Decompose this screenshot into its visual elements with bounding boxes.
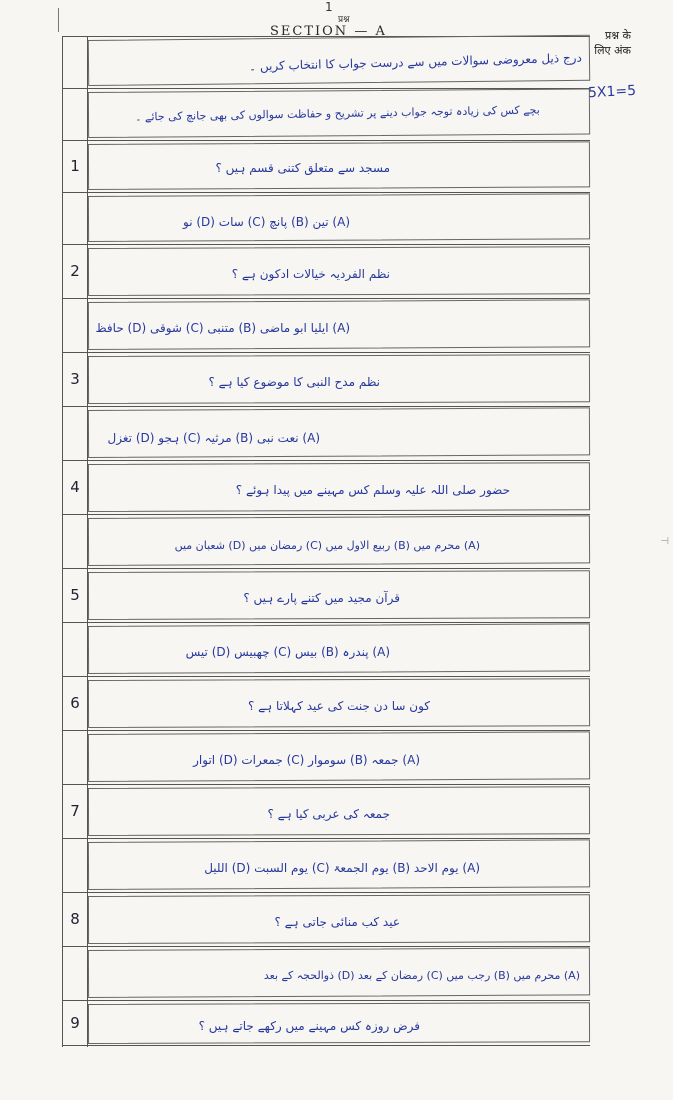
number-cell (62, 141, 88, 193)
row-text: (A) محرم میں (B) رجب میں (C) رمضان کے بعد (D) ذوالحجہ کے بعد (263, 969, 580, 982)
number-cell (62, 245, 88, 299)
row-7 (62, 406, 590, 461)
section-title: SECTION — A (270, 24, 387, 39)
row-text: (A) نعت نبی (B) مرثیہ (C) ہجو (D) تغزل (107, 431, 320, 445)
marks-header-line-1: प्रश्न के (605, 29, 631, 42)
page-number: 1 (325, 0, 333, 14)
row-text: حضور صلی اللہ علیہ وسلم کس مہینے میں پیدا ہوئے ؟ (235, 483, 510, 497)
number-cell (62, 407, 88, 461)
number-cell (62, 1001, 88, 1047)
row-text: نظم الفردیہ خیالات ادکون ہے ؟ (231, 267, 390, 281)
row-12 (62, 676, 590, 731)
row-text: (A) تین (B) پانچ (C) سات (D) نو (183, 215, 350, 229)
row-2 (62, 140, 590, 193)
row-text: بچے کس کی زیادہ توجہ جواب دینے پر تشریح و حفاظت سوالوں کی بھی جانچ کی جائے ۔ (135, 103, 541, 124)
number-cell (62, 299, 88, 353)
marks-header-line-2: लिए अंक (594, 44, 631, 57)
row-number: 1 (70, 157, 80, 175)
row-number: 4 (70, 478, 80, 496)
row-text: عید کب منائی جاتی ہے ؟ (274, 915, 400, 929)
marks-column-header (594, 28, 631, 58)
row-10 (62, 568, 590, 623)
row-1 (62, 88, 590, 141)
row-text: (A) ایلیا ابو ماضی (B) متنبی (C) شوقی (D) حافظ (95, 321, 350, 335)
row-number: 7 (70, 802, 80, 820)
table-bottom-border (62, 1045, 590, 1046)
number-cell (62, 731, 88, 785)
row-3 (62, 192, 590, 245)
row-text: درج ذیل معروضی سوالات میں سے درست جواب کا انتخاب کریں ۔ (248, 50, 583, 74)
header-small-label: प्रश्न (338, 15, 350, 25)
number-cell (62, 623, 88, 677)
row-16 (62, 892, 590, 947)
row-number: 2 (70, 262, 80, 280)
row-0 (62, 36, 590, 89)
row-text: (A) پندرہ (B) بیس (C) چھبیس (D) تیس (185, 645, 390, 659)
row-4 (62, 244, 590, 299)
number-cell (62, 677, 88, 731)
answer-sheet (62, 36, 592, 1046)
row-number: 5 (70, 586, 80, 604)
row-17 (62, 946, 590, 1001)
number-cell (62, 893, 88, 947)
row-9 (62, 514, 590, 569)
number-cell (62, 37, 88, 89)
row-6 (62, 352, 590, 407)
row-text: (A) محرم میں (B) ربیع الاول میں (C) رمضان میں (D) شعبان میں (174, 539, 480, 552)
row-11 (62, 622, 590, 677)
corner-line (58, 8, 59, 32)
number-cell (62, 461, 88, 515)
row-text: نظم مدح النبی کا موضوع کیا ہے ؟ (208, 375, 380, 389)
row-text: کون سا دن جنت کی عید کہلاتا ہے ؟ (247, 699, 430, 713)
row-number: 9 (70, 1014, 80, 1032)
row-text: (A) یوم الاحد (B) یوم الجمعۃ (C) یوم السبت (D) اللیل (204, 861, 480, 875)
row-text: مسجد سے متعلق کتنی قسم ہیں ؟ (215, 161, 390, 175)
side-mark: ⊣ (660, 536, 669, 547)
row-number: 3 (70, 370, 80, 388)
row-14 (62, 784, 590, 839)
row-15 (62, 838, 590, 893)
row-18 (62, 1000, 590, 1047)
row-5 (62, 298, 590, 353)
number-cell (62, 515, 88, 569)
row-number: 6 (70, 694, 80, 712)
marks-total: 5X1=5 (587, 82, 637, 102)
row-8 (62, 460, 590, 515)
number-cell (62, 947, 88, 1001)
number-cell (62, 89, 88, 141)
number-cell (62, 569, 88, 623)
row-13 (62, 730, 590, 785)
row-text: (A) جمعہ (B) سوموار (C) جمعرات (D) اتوار (193, 753, 420, 767)
number-cell (62, 785, 88, 839)
row-text: جمعہ کی عربی کیا ہے ؟ (267, 807, 390, 821)
row-number: 8 (70, 910, 80, 928)
number-cell (62, 353, 88, 407)
number-cell (62, 193, 88, 245)
row-text: قرآن مجید میں کتنے پارے ہیں ؟ (243, 591, 400, 605)
row-text: فرض روزہ کس مہینے میں رکھے جاتے ہیں ؟ (198, 1019, 420, 1033)
number-cell (62, 839, 88, 893)
